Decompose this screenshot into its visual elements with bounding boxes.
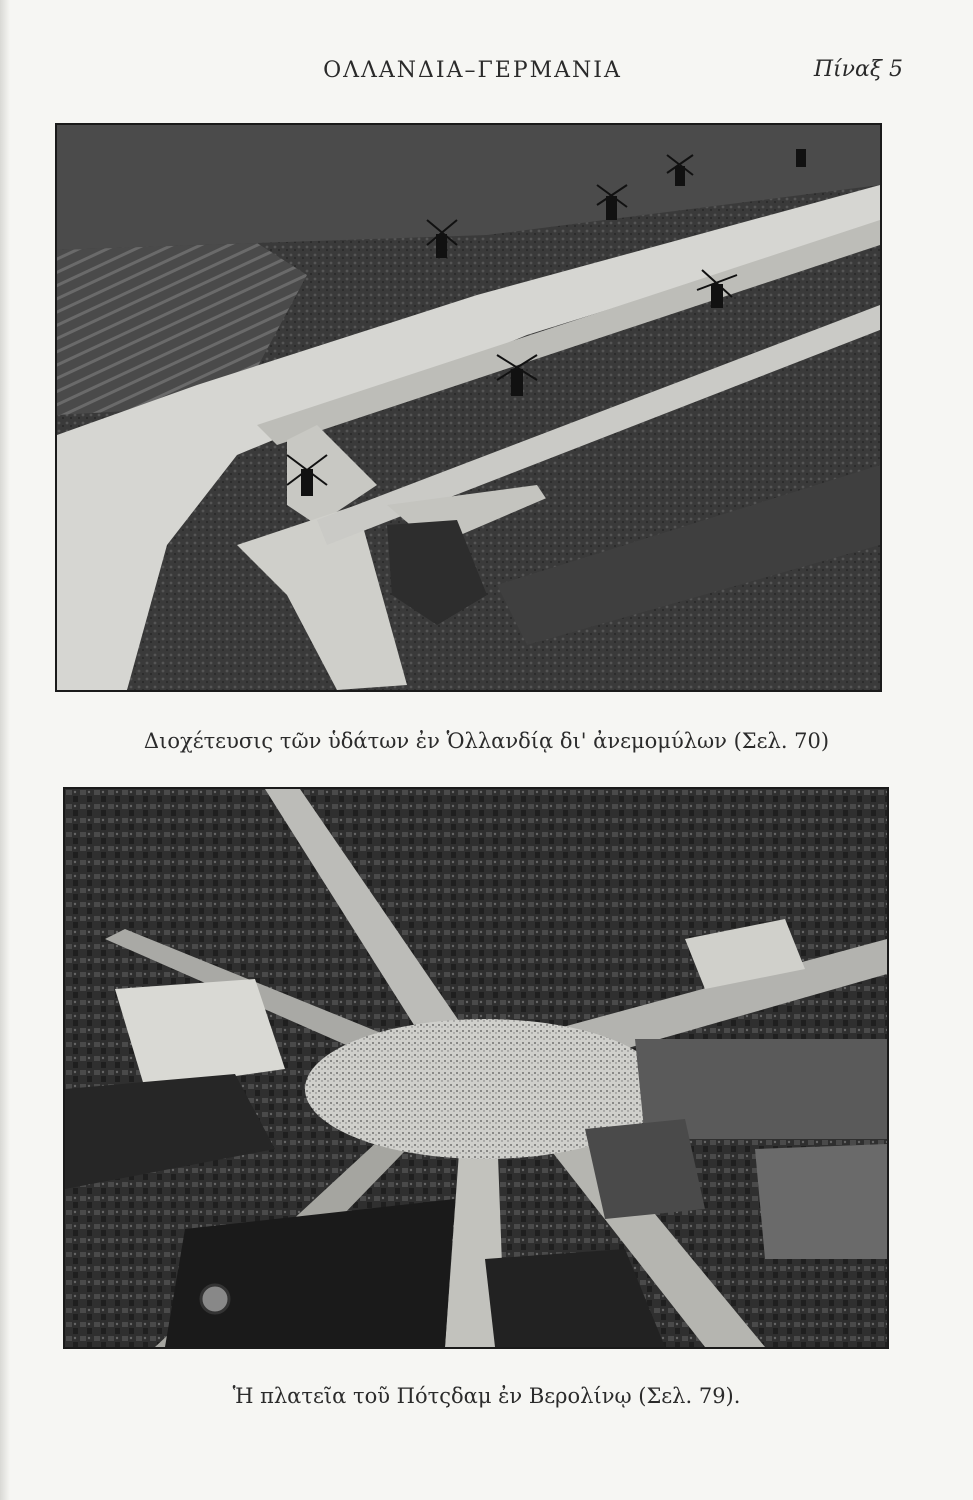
potsdamer-platz-photo: [63, 787, 889, 1349]
windmill-canal-photo: [55, 123, 882, 692]
figure-caption-top: Διοχέτευσις τῶν ὑδάτων ἐν Ὁλλανδίᾳ δι' ἀνεμομύλων (Σελ. 70): [143, 729, 830, 753]
figure-caption-bottom: Ἡ πλατεῖα τοῦ Πότςδαμ ἐν Βερολίνῳ (Σελ. 79).: [232, 1384, 741, 1408]
windmill-canal-image: [57, 125, 880, 690]
plate-number: Πίναξ 5: [813, 57, 903, 82]
potsdamer-platz-image: [65, 789, 887, 1347]
running-header: ΟΛΛΑΝΔΙΑ–ΓΕΡΜΑΝΙΑ: [323, 58, 622, 83]
